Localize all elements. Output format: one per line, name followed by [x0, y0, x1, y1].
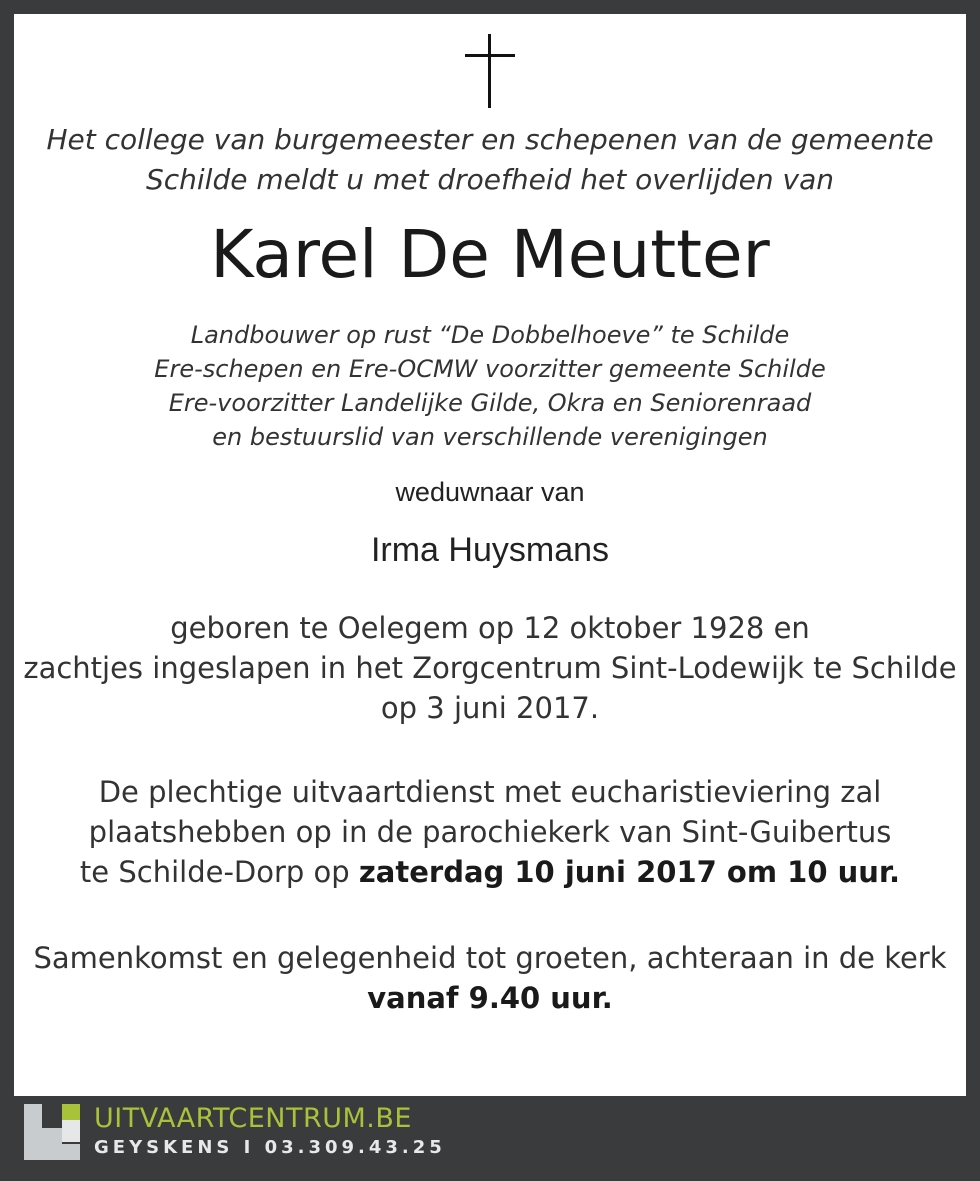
- uitvaartcentrum-logo-icon: [24, 1104, 80, 1160]
- footer-brand: UITVAARTCENTRUM.BE: [94, 1103, 412, 1134]
- title-line-4: en bestuurslid van verschillende verenigingen: [212, 423, 768, 451]
- footer-bar: [0, 1096, 980, 1181]
- cross-icon: [465, 34, 515, 108]
- birth-line-2: zachtjes ingeslapen in het Zorgcentrum Sint-Lodewijk te Schilde: [23, 651, 957, 685]
- spouse-name: Irma Huysmans: [370, 531, 610, 569]
- funeral-service-info: [14, 772, 966, 892]
- footer-subline: GEYSKENS I 03.309.43.25: [94, 1137, 446, 1158]
- death-notice-card: [14, 14, 966, 1096]
- gathering-time: vanaf 9.40 uur.: [367, 981, 613, 1015]
- birth-line-3: op 3 juni 2017.: [380, 691, 600, 725]
- intro-line-2: Schilde meldt u met droefheid het overlijden van: [145, 163, 834, 196]
- service-line-1: De plechtige uitvaartdienst met eucharistieviering zal: [98, 775, 882, 809]
- deceased-titles: [14, 318, 966, 454]
- title-line-2: Ere-schepen en Ere-OCMW voorzitter gemeente Schilde: [154, 355, 826, 383]
- intro-text: [14, 120, 966, 200]
- gathering-line-1: Samenkomst en gelegenheid tot groeten, achteraan in de kerk: [33, 941, 947, 975]
- birth-death-info: [14, 608, 966, 728]
- service-line-3-prefix: te Schilde-Dorp op: [79, 855, 359, 889]
- widow-label: weduwnaar van: [395, 477, 585, 507]
- title-line-1: Landbouwer op rust “De Dobbelhoeve” te Schilde: [190, 321, 790, 349]
- birth-line-1: geboren te Oelegem op 12 oktober 1928 en: [170, 611, 810, 645]
- deceased-name: Karel De Meutter: [210, 216, 770, 293]
- service-line-2: plaatshebben op in de parochiekerk van Sint-Guibertus: [88, 815, 892, 849]
- title-line-3: Ere-voorzitter Landelijke Gilde, Okra en Seniorenraad: [168, 389, 812, 417]
- intro-line-1: Het college van burgemeester en schepenen van de gemeente: [46, 123, 934, 156]
- service-line-3: [14, 852, 966, 892]
- service-date-time: zaterdag 10 juni 2017 om 10 uur.: [358, 855, 901, 889]
- gathering-info: [14, 938, 966, 1018]
